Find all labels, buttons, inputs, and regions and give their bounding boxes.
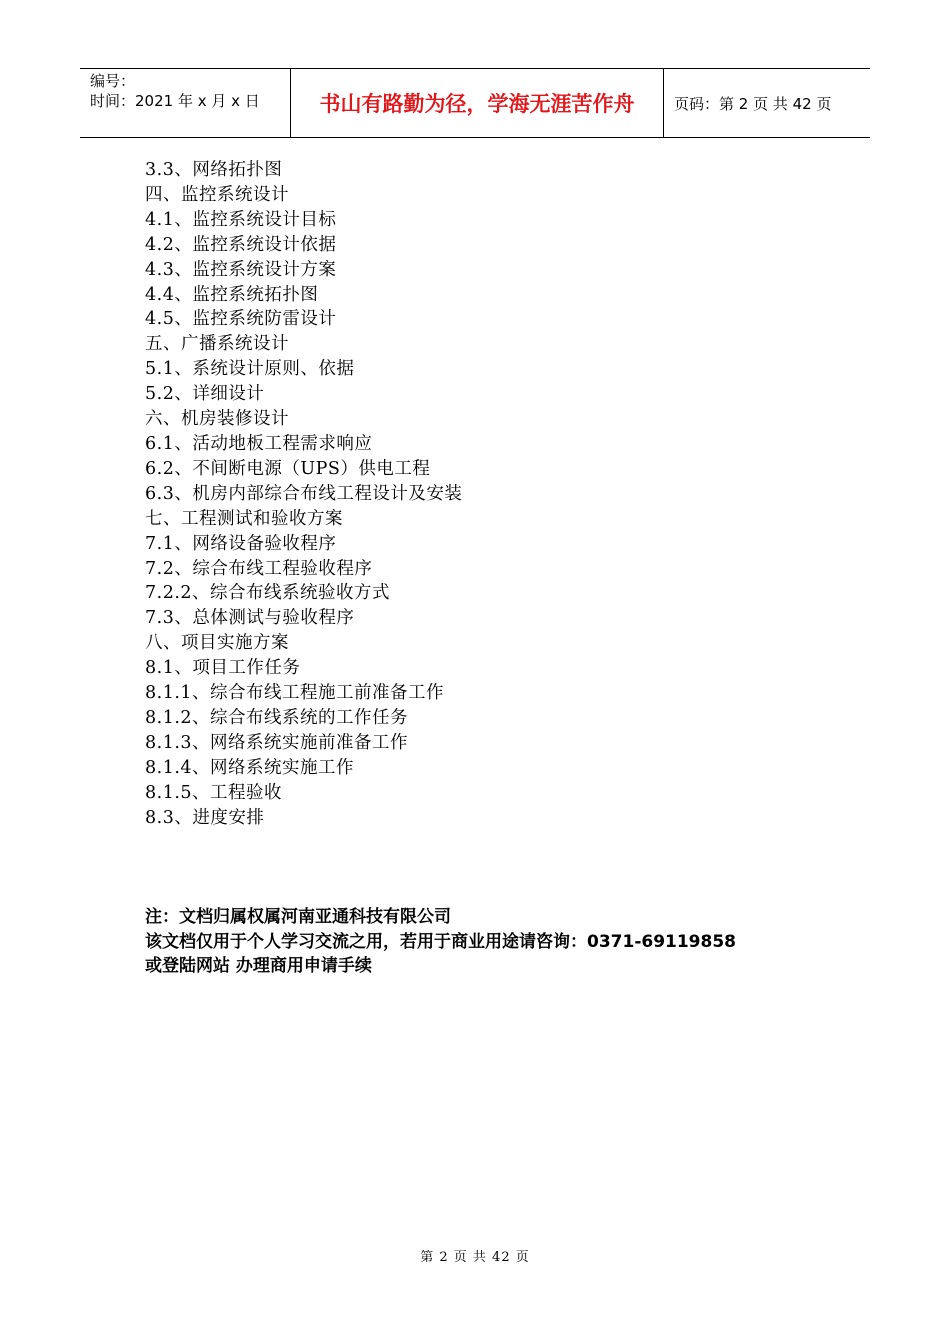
note-line-ownership: 注：文档归属权属河南亚通科技有限公司 <box>145 907 451 927</box>
toc-item: 6.1、活动地板工程需求响应 <box>145 433 373 454</box>
toc-item: 四、监控系统设计 <box>145 184 289 205</box>
toc-item: 3.3、网络拓扑图 <box>145 160 283 180</box>
toc-item: 六、机房装修设计 <box>145 409 289 430</box>
table-of-contents <box>145 158 462 830</box>
toc-item: 八、项目实施方案 <box>145 633 289 654</box>
note-line-website: 或登陆网站 办理商用申请手续 <box>145 956 372 976</box>
toc-item: 6.3、机房内部综合布线工程设计及安装 <box>145 483 463 504</box>
toc-item: 7.3、总体测试与验收程序 <box>145 608 355 629</box>
toc-item: 七、工程测试和验收方案 <box>145 508 343 529</box>
toc-item: 6.2、不间断电源（UPS）供电工程 <box>145 458 431 479</box>
toc-item: 5.2、详细设计 <box>145 384 265 405</box>
toc-item: 8.1、项目工作任务 <box>145 658 301 679</box>
toc-item: 8.1.4、网络系统实施工作 <box>145 757 355 778</box>
header-motto: 书山有路勤为径，学海无涯苦作舟 <box>291 69 664 137</box>
copyright-note <box>145 905 736 979</box>
toc-item: 4.1、监控系统设计目标 <box>145 209 337 230</box>
toc-item: 4.3、监控系统设计方案 <box>145 259 337 280</box>
document-number-label: 编号： <box>90 72 136 90</box>
header-page-info: 页码：第 2 页 共 42 页 <box>674 94 832 113</box>
header-meta <box>80 69 291 137</box>
page-footer: 第 2 页 共 42 页 <box>420 1250 530 1265</box>
toc-item: 7.2.2、综合布线系统验收方式 <box>145 583 391 604</box>
toc-item: 4.2、监控系统设计依据 <box>145 234 337 255</box>
toc-item: 4.4、监控系统拓扑图 <box>145 284 319 305</box>
toc-item: 7.2、综合布线工程验收程序 <box>145 558 373 579</box>
toc-item: 8.1.1、综合布线工程施工前准备工作 <box>145 683 445 704</box>
toc-item: 5.1、系统设计原则、依据 <box>145 359 355 380</box>
toc-item: 8.1.3、网络系统实施前准备工作 <box>145 732 409 753</box>
toc-item: 8.3、进度安排 <box>145 807 265 828</box>
toc-item: 4.5、监控系统防雷设计 <box>145 309 337 330</box>
page-header <box>80 68 870 138</box>
toc-item: 8.1.2、综合布线系统的工作任务 <box>145 707 409 728</box>
note-line-usage: 该文档仅用于个人学习交流之用，若用于商业用途请咨询：0371-69119858 <box>145 931 736 952</box>
toc-item: 7.1、网络设备验收程序 <box>145 533 337 554</box>
toc-item: 8.1.5、工程验收 <box>145 782 283 803</box>
toc-item: 五、广播系统设计 <box>145 334 289 355</box>
document-time: 时间：2021 年 x 月 x 日 <box>90 92 260 110</box>
